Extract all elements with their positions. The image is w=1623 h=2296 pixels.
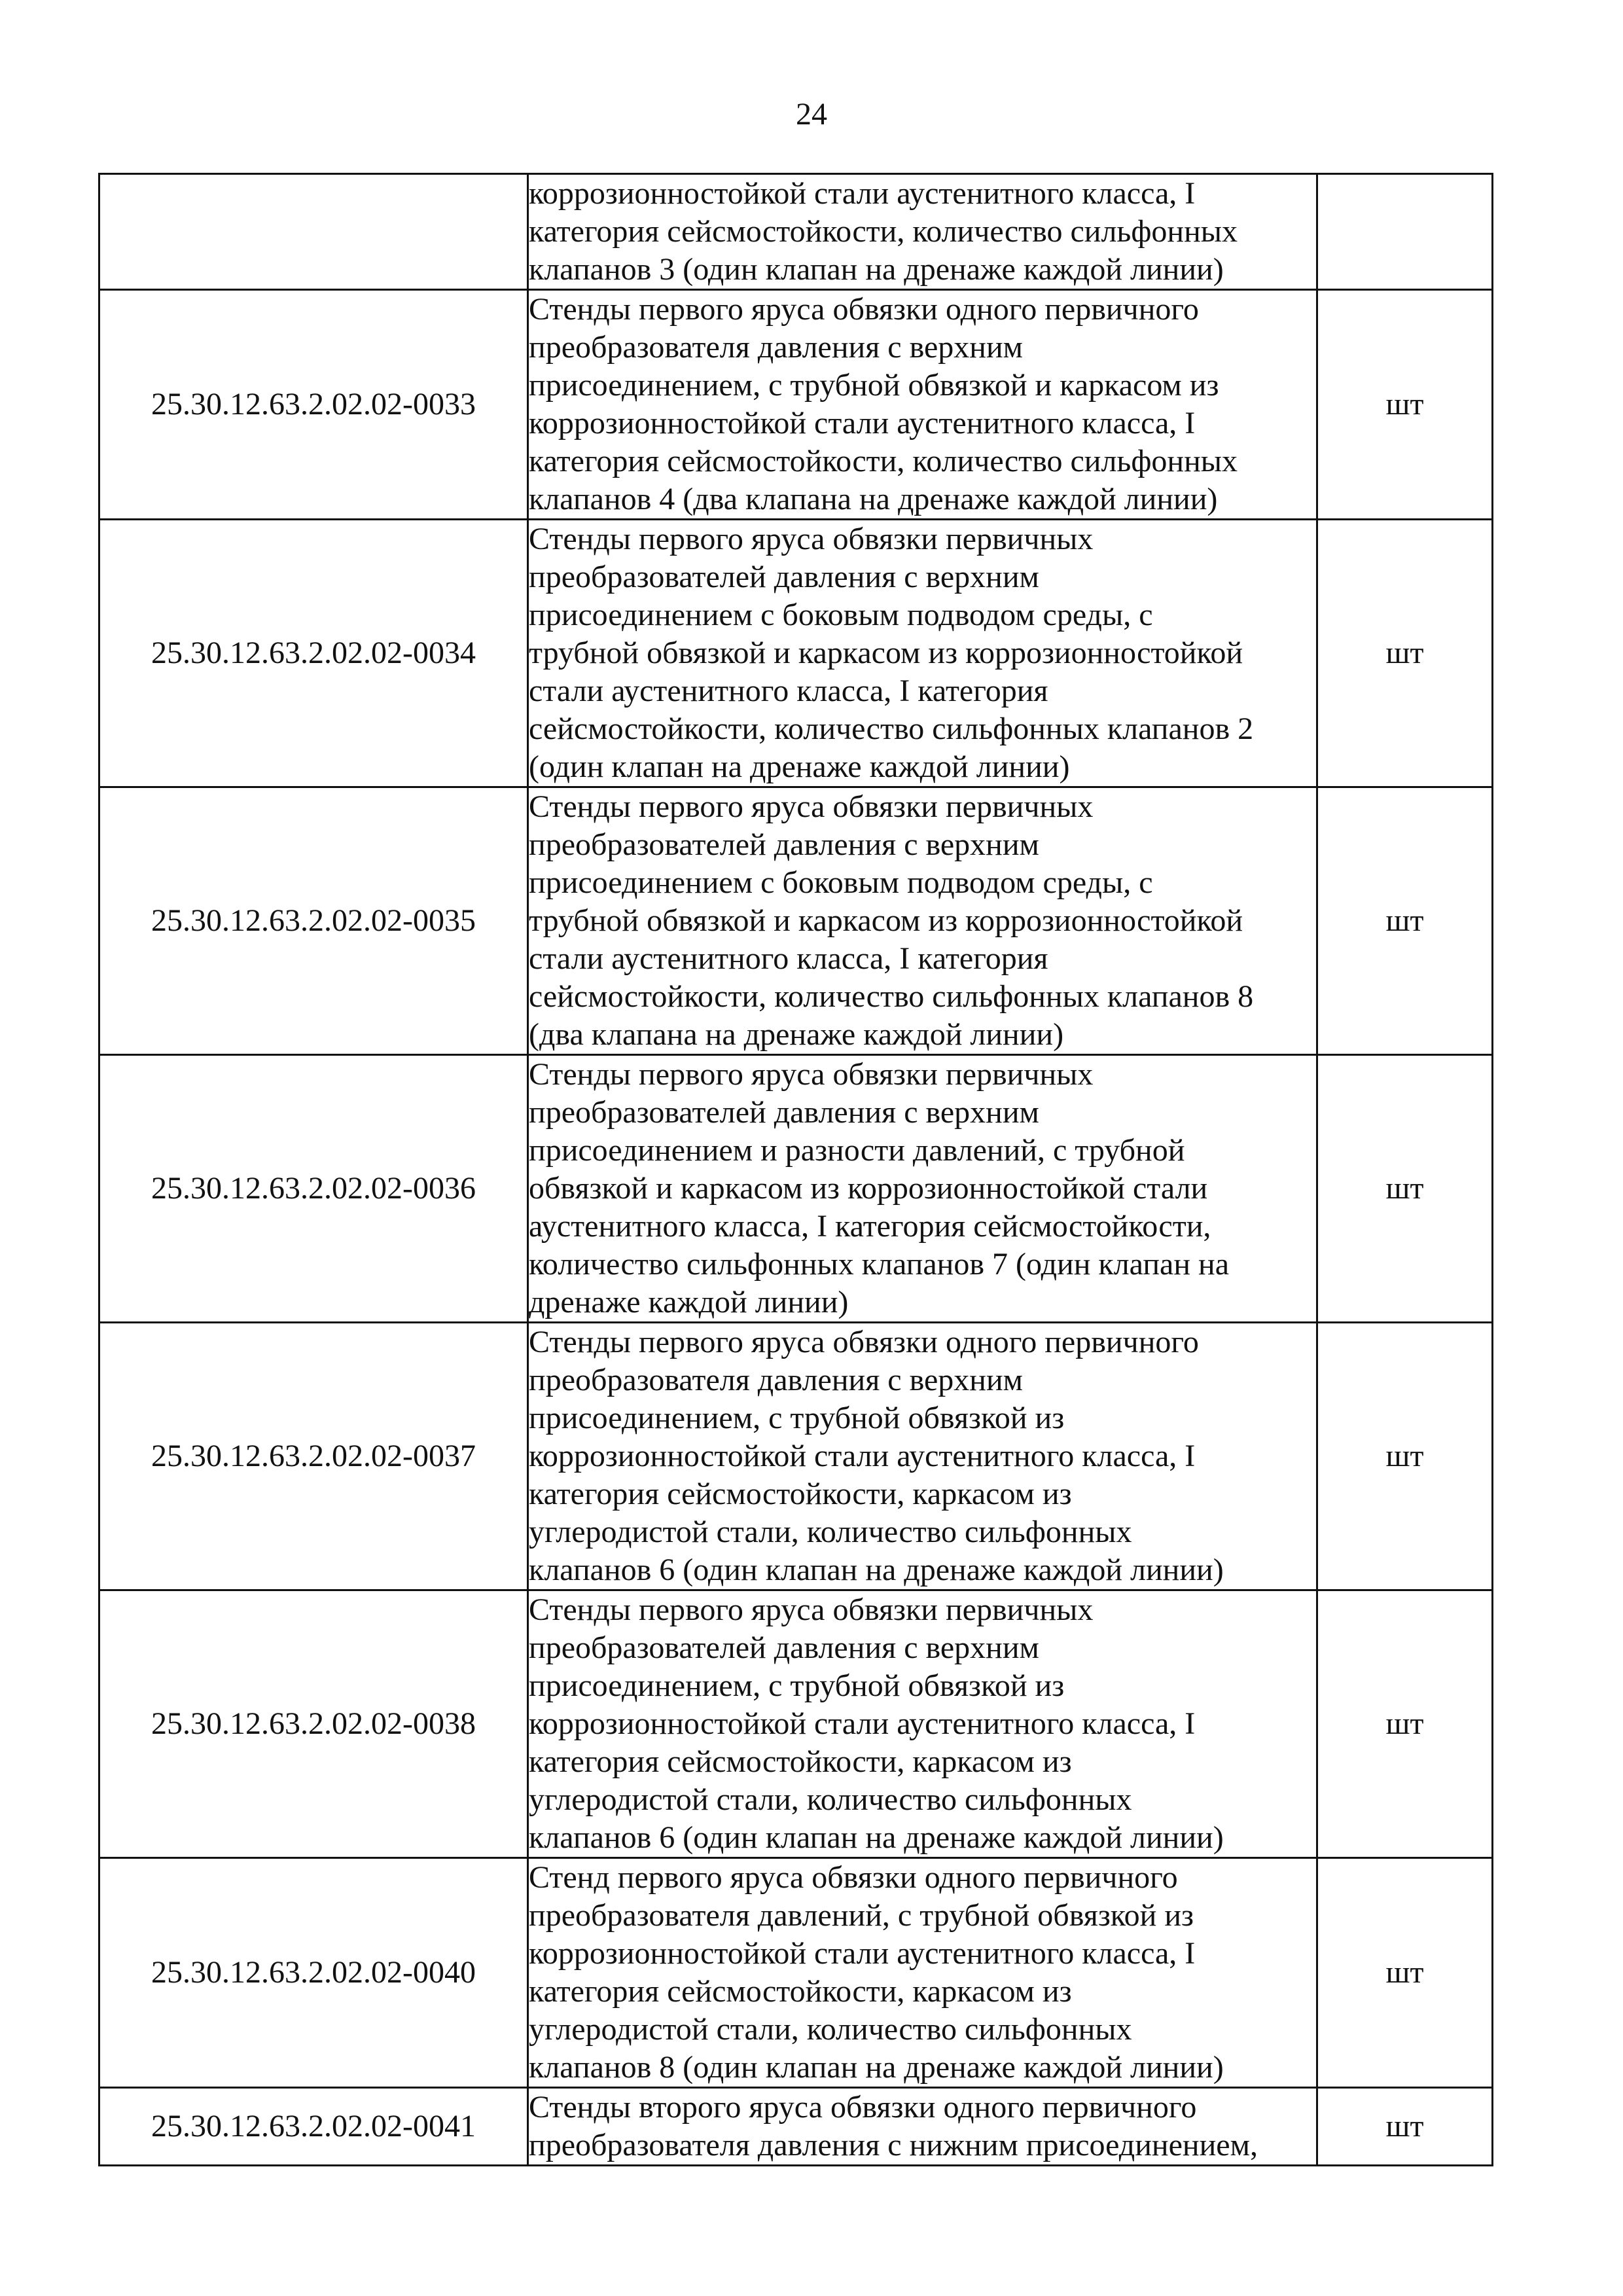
- table-row: [99, 1055, 1493, 1323]
- description-line: коррозионностойкой стали аустенитного класса, I: [529, 406, 1196, 440]
- table-row: [99, 290, 1493, 520]
- item-code: 25.30.12.63.2.02.02-0038: [99, 1590, 528, 1858]
- description-line: Стенды первого яруса обвязки первичных: [529, 1592, 1094, 1627]
- description-line: (два клапана на дренаже каждой линии): [529, 1017, 1064, 1052]
- item-description: [528, 290, 1317, 520]
- description-line: клапанов 6 (один клапан на дренаже каждой линии): [529, 1820, 1224, 1855]
- item-code: 25.30.12.63.2.02.02-0033: [99, 290, 528, 520]
- description-line: Стенды первого яруса обвязки первичных: [529, 1057, 1094, 1092]
- description-line: дренаже каждой линии): [529, 1285, 849, 1319]
- description-line: коррозионностойкой стали аустенитного класса, I: [529, 1706, 1196, 1741]
- description-line: преобразователя давления с нижним присоединением,: [529, 2128, 1258, 2162]
- description-line: сейсмостойкости, количество сильфонных клапанов 8: [529, 979, 1254, 1014]
- description-line: количество сильфонных клапанов 7 (один клапан на: [529, 1247, 1230, 1282]
- description-line: преобразователей давления с верхним: [529, 1630, 1039, 1665]
- item-description: [528, 787, 1317, 1055]
- item-description: [528, 1590, 1317, 1858]
- item-unit: [1317, 174, 1493, 290]
- description-line: преобразователя давлений, с трубной обвязкой из: [529, 1898, 1194, 1933]
- item-code: 25.30.12.63.2.02.02-0034: [99, 520, 528, 787]
- description-line: категория сейсмостойкости, каркасом из: [529, 1477, 1072, 1511]
- table-row: [99, 174, 1493, 290]
- description-line: клапанов 8 (один клапан на дренаже каждой линии): [529, 2050, 1224, 2085]
- item-code: 25.30.12.63.2.02.02-0037: [99, 1323, 528, 1590]
- description-line: присоединением, с трубной обвязкой из: [529, 1401, 1065, 1435]
- description-line: категория сейсмостойкости, каркасом из: [529, 1744, 1072, 1779]
- description-line: категория сейсмостойкости, количество сильфонных: [529, 214, 1238, 249]
- specification-table-body: [99, 174, 1493, 2166]
- description-line: присоединением с боковым подводом среды, с: [529, 598, 1153, 632]
- description-line: Стенды второго яруса обвязки одного первичного: [529, 2090, 1197, 2125]
- description-line: присоединением, с трубной обвязкой из: [529, 1668, 1065, 1703]
- description-line: присоединением с боковым подводом среды, с: [529, 865, 1153, 900]
- description-line: углеродистой стали, количество сильфонных: [529, 2012, 1132, 2047]
- item-unit: шт: [1317, 787, 1493, 1055]
- item-unit: шт: [1317, 520, 1493, 787]
- description-line: коррозионностойкой стали аустенитного класса, I: [529, 1936, 1196, 1971]
- description-line: клапанов 4 (два клапана на дренаже каждой линии): [529, 482, 1218, 516]
- item-code: 25.30.12.63.2.02.02-0035: [99, 787, 528, 1055]
- description-line: категория сейсмостойкости, каркасом из: [529, 1974, 1072, 2009]
- description-line: преобразователя давления с верхним: [529, 330, 1024, 365]
- item-unit: шт: [1317, 290, 1493, 520]
- description-line: коррозионностойкой стали аустенитного класса, I: [529, 1439, 1196, 1473]
- description-line: сейсмостойкости, количество сильфонных клапанов 2: [529, 711, 1254, 746]
- description-line: углеродистой стали, количество сильфонных: [529, 1782, 1132, 1817]
- item-code: 25.30.12.63.2.02.02-0040: [99, 1858, 528, 2088]
- description-line: Стенды первого яруса обвязки первичных: [529, 789, 1094, 824]
- item-unit: шт: [1317, 1858, 1493, 2088]
- item-unit: шт: [1317, 1323, 1493, 1590]
- description-line: преобразователей давления с верхним: [529, 827, 1039, 862]
- item-unit: шт: [1317, 2088, 1493, 2166]
- description-line: обвязкой и каркасом из коррозионностойкой стали: [529, 1171, 1208, 1206]
- table-row: [99, 787, 1493, 1055]
- item-description: [528, 520, 1317, 787]
- description-line: трубной обвязкой и каркасом из коррозионностойкой: [529, 636, 1243, 670]
- item-code: 25.30.12.63.2.02.02-0036: [99, 1055, 528, 1323]
- item-description: [528, 174, 1317, 290]
- description-line: стали аустенитного класса, I категория: [529, 941, 1048, 976]
- description-line: преобразователей давления с верхним: [529, 1095, 1039, 1130]
- description-line: углеродистой стали, количество сильфонных: [529, 1515, 1132, 1549]
- description-line: стали аустенитного класса, I категория: [529, 673, 1048, 708]
- table-row: [99, 1858, 1493, 2088]
- description-line: Стенд первого яруса обвязки одного первичного: [529, 1860, 1178, 1895]
- item-code: 25.30.12.63.2.02.02-0041: [99, 2088, 528, 2166]
- item-code: [99, 174, 528, 290]
- specification-table: [98, 173, 1493, 2166]
- description-line: клапанов 6 (один клапан на дренаже каждой линии): [529, 1552, 1224, 1587]
- item-unit: шт: [1317, 1590, 1493, 1858]
- page-number: 24: [796, 97, 827, 132]
- description-line: Стенды первого яруса обвязки первичных: [529, 522, 1094, 556]
- item-description: [528, 2088, 1317, 2166]
- item-unit: шт: [1317, 1055, 1493, 1323]
- description-line: присоединением и разности давлений, с трубной: [529, 1133, 1185, 1168]
- description-line: преобразователя давления с верхним: [529, 1363, 1024, 1397]
- table-row: [99, 1323, 1493, 1590]
- description-line: трубной обвязкой и каркасом из коррозионностойкой: [529, 903, 1243, 938]
- table-row: [99, 1590, 1493, 1858]
- description-line: Стенды первого яруса обвязки одного первичного: [529, 1325, 1199, 1359]
- item-description: [528, 1858, 1317, 2088]
- description-line: коррозионностойкой стали аустенитного класса, I: [529, 176, 1196, 211]
- description-line: аустенитного класса, I категория сейсмостойкости,: [529, 1209, 1211, 1244]
- table-row: [99, 2088, 1493, 2166]
- description-line: категория сейсмостойкости, количество сильфонных: [529, 444, 1238, 478]
- description-line: клапанов 3 (один клапан на дренаже каждой линии): [529, 252, 1224, 287]
- description-line: преобразователей давления с верхним: [529, 560, 1039, 594]
- table-row: [99, 520, 1493, 787]
- description-line: присоединением, с трубной обвязкой и каркасом из: [529, 368, 1219, 403]
- item-description: [528, 1055, 1317, 1323]
- description-line: Стенды первого яруса обвязки одного первичного: [529, 292, 1199, 327]
- item-description: [528, 1323, 1317, 1590]
- description-line: (один клапан на дренаже каждой линии): [529, 749, 1070, 784]
